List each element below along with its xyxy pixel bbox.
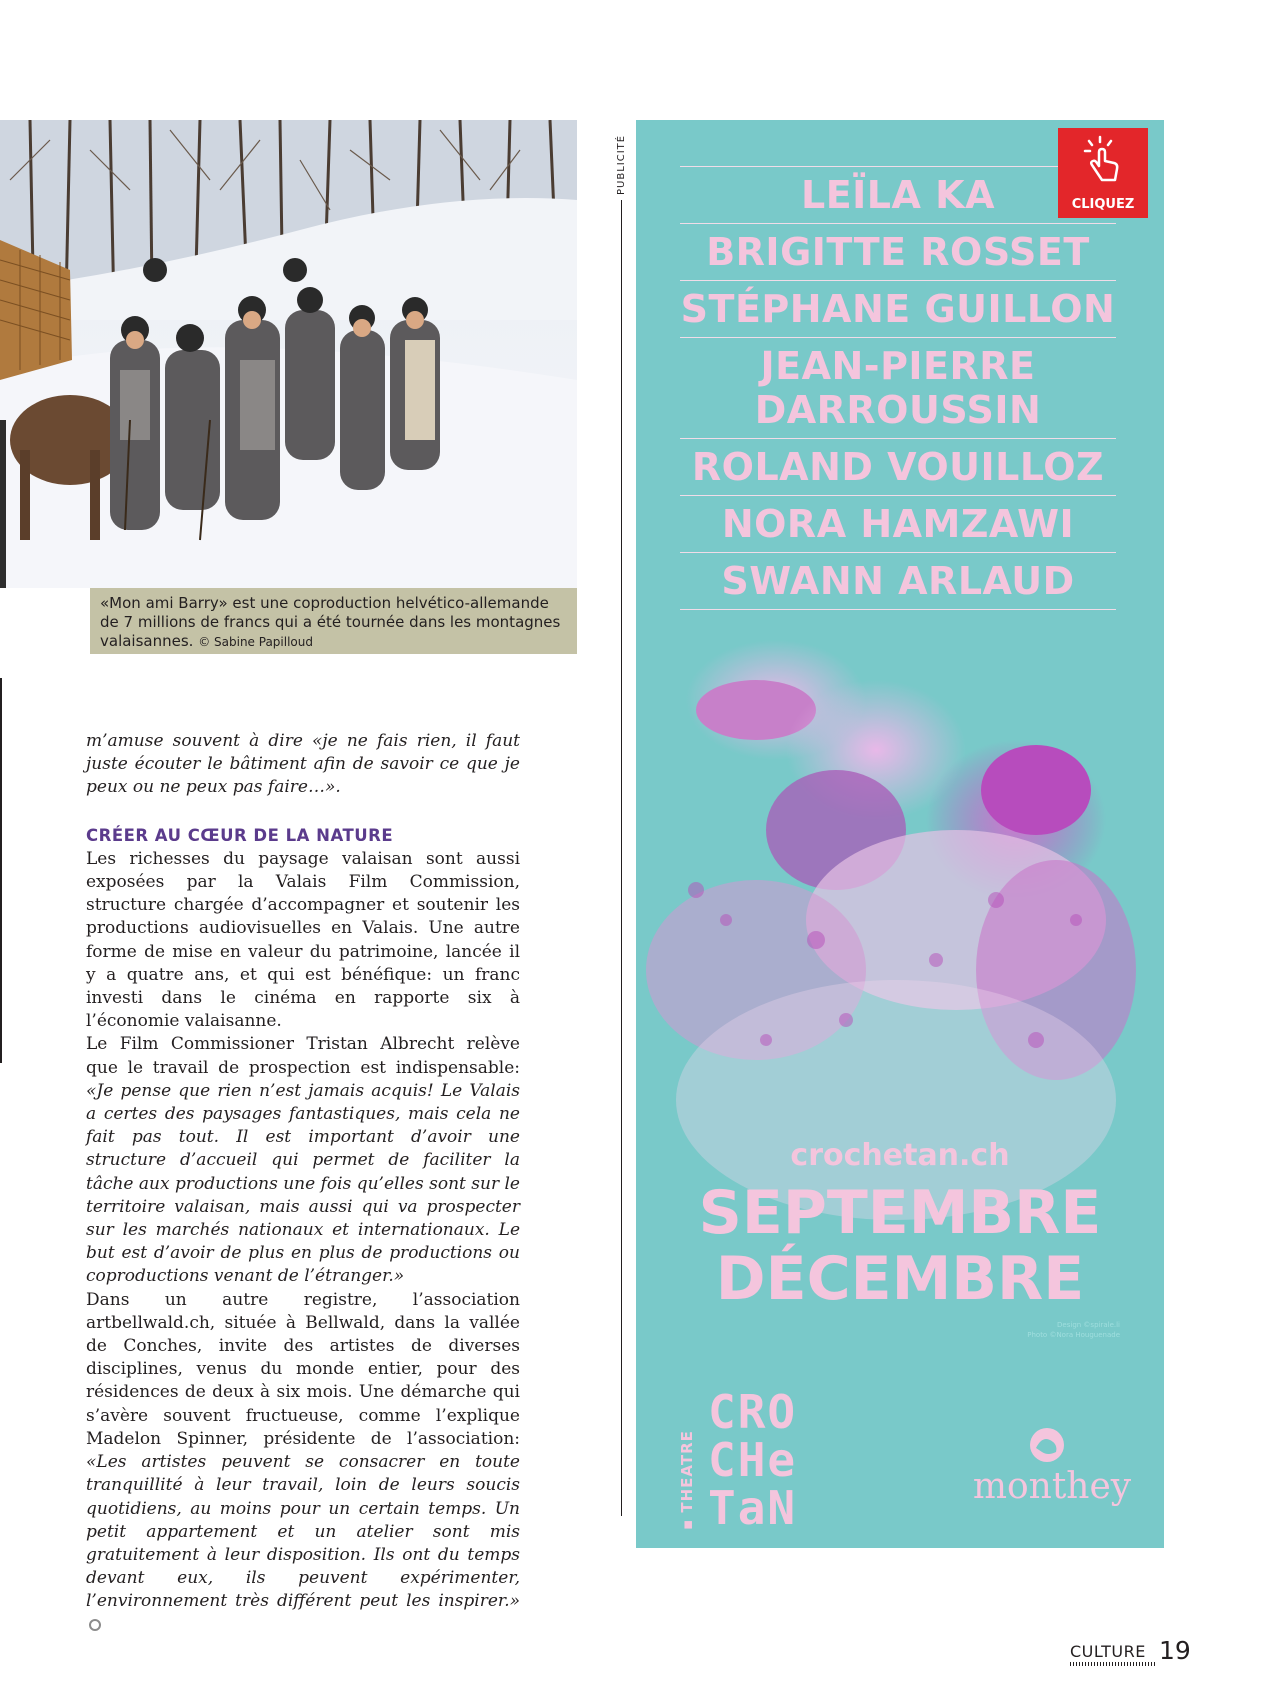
folio-barcode	[1070, 1662, 1156, 1666]
theatre-word: THEATRE	[678, 1430, 696, 1513]
paragraph-3-lead: Dans un autre registre, l’association artbellwald.ch, située à Bellwald, dans la vallée de Conches, invite des artistes de diverses disciplines, venus du monde entier, pour des résidences de deux à six mois. Une démarche qui s’avère souvent fructueuse, comme l’explique Madelon Spinner, présidente de l’association:	[86, 1289, 520, 1449]
photo-caption	[90, 588, 577, 654]
end-month: DÉCEMBRE	[715, 1244, 1085, 1314]
performer-list	[680, 166, 1116, 610]
end-of-article-icon	[89, 1619, 101, 1631]
performer-name: BRIGITTE ROSSET	[706, 230, 1090, 274]
theatre-label: ▪ THEATRE	[678, 1430, 696, 1530]
article-intro: m’amuse souvent à dire «je ne fais rien, il faut juste écouter le bâtiment afin de savoir ce que je peux ou ne peux pas faire…».	[86, 731, 520, 798]
section-name: CULTURE	[1070, 1642, 1146, 1661]
logo-line-1: CRO	[708, 1385, 798, 1439]
paragraph-3-quote: «Les artistes peuvent se consacrer en toute tranquillité à leur travail, loin de leurs soucis quotidiens, au moins pour un certain temps. Un petit appartement et un atelier sont mis gratuitement à leur disposition. Ils ont du temps devant eux, ils peuvent expérimenter, l’environnement très différent peut les inspirer.»	[86, 1452, 520, 1612]
page-number: 19	[1159, 1636, 1191, 1665]
article-column	[86, 730, 520, 1637]
season-dates	[636, 1180, 1164, 1312]
performer-name: LEÏLA KA	[800, 173, 996, 217]
click-here-button[interactable]	[1058, 128, 1148, 218]
theatre-advertisement[interactable]	[636, 120, 1164, 1548]
paragraph-2-lead: Le Film Commissioner Tristan Albrecht relève que le travail de prospection est indispensable:	[86, 1034, 520, 1078]
film-still-photo	[0, 120, 577, 588]
design-credit: Design ©spirale.li	[1057, 1321, 1120, 1329]
section-heading: CRÉER AU CŒUR DE LA NATURE	[86, 825, 394, 845]
photo-credit: Photo ©Nora Houguenade	[1027, 1331, 1120, 1339]
design-credits	[1027, 1320, 1120, 1340]
start-month: SEPTEMBRE	[698, 1178, 1102, 1248]
performer-name: STÉPHANE GUILLON	[680, 287, 1116, 331]
monthey-emblem-icon	[1028, 1426, 1066, 1464]
pointing-hand-icon	[1080, 134, 1126, 186]
photo-credit: © Sabine Papilloud	[198, 635, 313, 649]
left-margin-rule	[0, 678, 2, 1063]
paragraph-2-quote: «Je pense que rien n’est jamais acquis! Le Valais a certes des paysages fantastiques, mais cela ne fait pas tout. Il est important d’avoir une structure d’accueil qui permet de faciliter la tâche aux productions une fois qu’elles sont sur le territoire valaisan, mais aussi qui va prospecter sur les marchés nationaux et internationaux. Le but est d’avoir de plus en plus de productions ou coproductions venant de l’étranger.»	[86, 1080, 520, 1287]
website-link[interactable]: crochetan.ch	[790, 1138, 1010, 1173]
performer-name: NORA HAMZAWI	[721, 502, 1075, 546]
logo-line-2: CHe	[708, 1433, 798, 1487]
performer-name: JEAN-PIERRE DARROUSSIN	[754, 344, 1042, 432]
article-paragraph-2	[86, 1033, 520, 1288]
divider	[680, 609, 1116, 610]
performer-name: ROLAND VOUILLOZ	[691, 445, 1105, 489]
article-paragraph-1: Les richesses du paysage valaisan sont aussi exposées par la Valais Film Commission, structure chargée d’accompagner et soutenir les productions audiovisuelles en Valais. Une autre forme de mise en valeur du patrimoine, lancée il y a quatre ans, et qui est bénéfique: un franc investi dans le cinéma en rapporte six à l’économie valaisanne.	[86, 848, 520, 1032]
crochetan-logo	[708, 1385, 798, 1535]
monthey-logo: monthey	[972, 1466, 1132, 1507]
click-here-label: CLIQUEZ	[1071, 197, 1135, 212]
advertising-divider	[621, 200, 622, 1516]
logo-line-3: TaN	[708, 1481, 798, 1535]
crowd-illustration	[0, 120, 577, 588]
caption-text: «Mon ami Barry» est une coproduction helvético-allemande de 7 millions de francs qui a été tournée dans les montagnes valaisannes.	[100, 594, 561, 650]
advertising-label: PUBLICITÉ	[616, 134, 627, 195]
performer-name: SWANN ARLAUD	[721, 559, 1075, 603]
article-paragraph-3	[86, 1289, 520, 1637]
